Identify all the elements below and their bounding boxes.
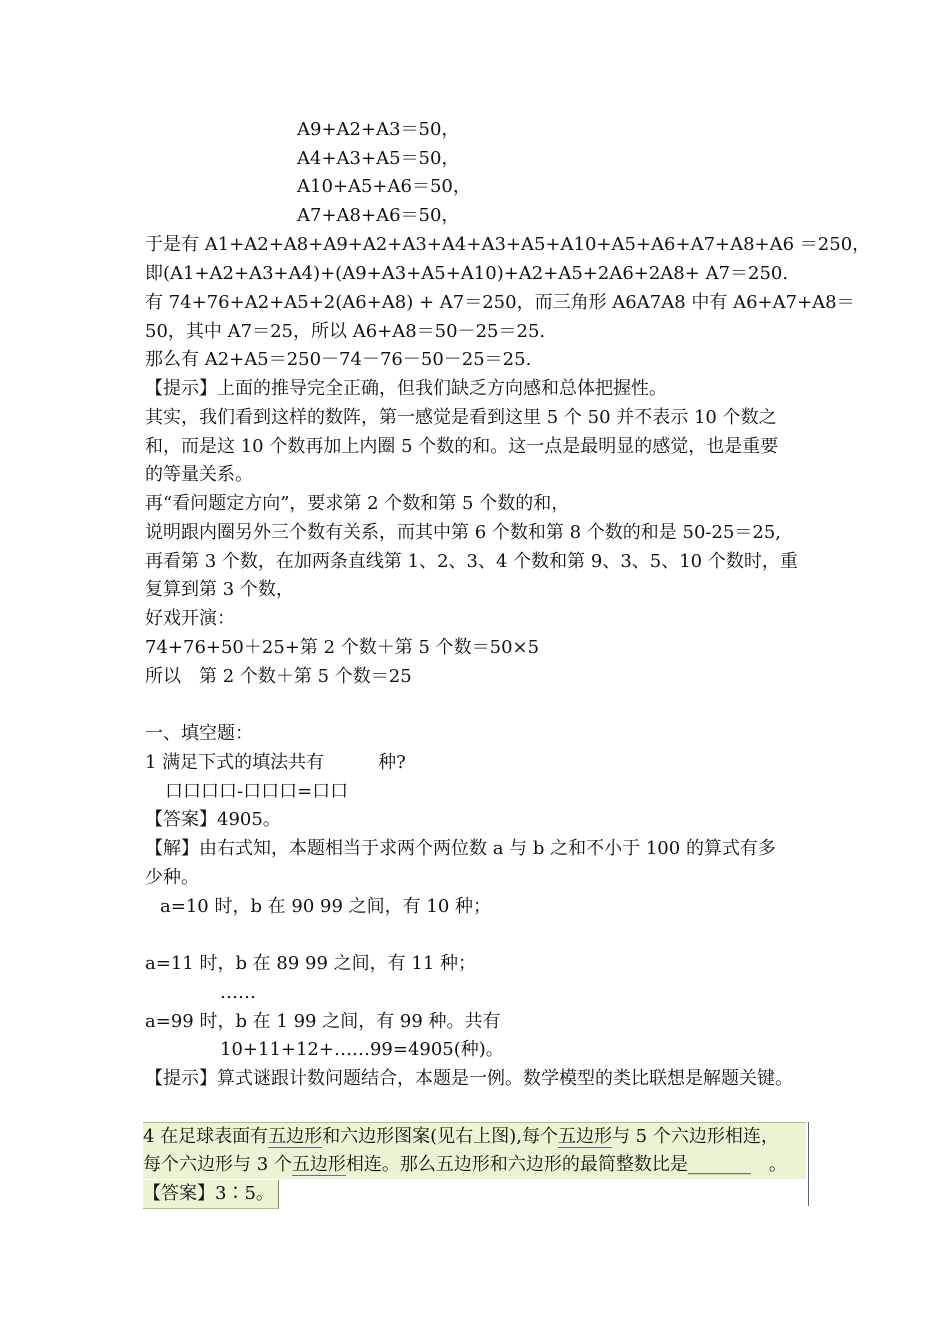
- equation-line: A9+A2+A3＝50，: [297, 119, 460, 140]
- derivation-line: 即(A1+A2+A3+A4)+(A9+A3+A5+A10)+A2+A5+2A6+2A8+ A7＝250.: [145, 263, 789, 284]
- equation-line: A4+A3+A5＝50，: [297, 148, 460, 169]
- question-4-line-1: [143, 1122, 806, 1151]
- question-1-case: a=99 时，b 在 1 99 之间，有 99 种。共有: [145, 1011, 501, 1032]
- pentagon-link[interactable]: 五边形: [268, 1126, 323, 1147]
- explanation-line: 再“看问题定方向”，要求第 2 个数和第 5 个数的和，: [145, 493, 570, 514]
- explanation-line: 的等量关系。: [145, 464, 253, 485]
- explanation-line: 复算到第 3 个数，: [145, 579, 294, 600]
- explanation-line: 所以 第 2 个数＋第 5 个数＝25: [145, 666, 412, 687]
- explanation-line: 其实，我们看到这样的数阵，第一感觉是看到这里 5 个 50 并不表示 10 个数之: [145, 407, 777, 428]
- section-title: 一、填空题：: [145, 723, 253, 744]
- question-4-text: 每个六边形与 3 个: [143, 1154, 292, 1175]
- explanation-line: 和，而是这 10 个数再加上内圈 5 个数的和。这一点是最明显的感觉，也是重要: [145, 436, 779, 457]
- question-1-case: a=10 时，b 在 90 99 之间，有 10 种；: [160, 896, 492, 917]
- question-1-solution: 少种。: [145, 867, 199, 888]
- derivation-line: 于是有 A1+A2+A8+A9+A2+A3+A4+A3+A5+A10+A5+A6+A7+A8+A6 ＝250，: [145, 234, 871, 255]
- question-1: 1 满足下式的填法共有 种?: [145, 752, 406, 773]
- question-1-total: 10+11+12+……99=4905(种)。: [220, 1039, 504, 1060]
- question-1-case: a=11 时，b 在 89 99 之间，有 11 种；: [145, 953, 477, 974]
- question-1-answer: 【答案】4905。: [145, 809, 281, 830]
- derivation-line: 50，其中 A7＝25，所以 A6+A8＝50－25＝25.: [145, 321, 546, 342]
- explanation-line: 再看第 3 个数，在加两条直线第 1、2、3、4 个数和第 9、3、5、10 个数时，重: [145, 551, 798, 572]
- question-4-text: 和六边形图案(见右上图),每个: [322, 1126, 558, 1147]
- derivation-line: 那么有 A2+A5＝250－74－76－50－25＝25.: [145, 349, 532, 370]
- equation-line: A7+A8+A6＝50，: [297, 205, 460, 226]
- hint-paragraph: 【提示】上面的推导完全正确，但我们缺乏方向感和总体把握性。: [145, 378, 667, 399]
- question-1-formula: 口口口口-口口口=口口: [165, 781, 349, 802]
- pentagon-link[interactable]: 五边形: [291, 1154, 346, 1175]
- question-1-hint: 【提示】算式谜跟计数问题结合，本题是一例。数学模型的类比联想是解题关键。: [145, 1068, 793, 1089]
- question-4-text: 与 5 个六边形相连，: [611, 1126, 779, 1147]
- explanation-line: 74+76+50＋25+第 2 个数＋第 5 个数＝50×5: [145, 637, 540, 658]
- question-1-solution: 【解】由右式知，本题相当于求两个两位数 a 与 b 之和不小于 100 的算式有多: [145, 838, 776, 859]
- pentagon-link[interactable]: 五边形: [557, 1126, 612, 1147]
- question-4-line-2: [143, 1151, 806, 1179]
- explanation-line: 说明跟内圈另外三个数有关系，而其中第 6 个数和第 8 个数的和是 50-25＝25,: [145, 522, 782, 543]
- derivation-line: 有 74+76+A2+A5+2(A6+A8) + A7＝250，而三角形 A6A7A8 中有 A6+A7+A8＝: [145, 292, 855, 313]
- question-4-text: 4 在足球表面有: [143, 1126, 269, 1147]
- question-4-text: 相连。那么五边形和六边形的最简整数比是_______ 。: [345, 1154, 787, 1175]
- explanation-line: 好戏开演：: [145, 608, 235, 629]
- question-1-ellipsis: ……: [220, 982, 256, 1003]
- equation-line: A10+A5+A6＝50，: [297, 176, 471, 197]
- question-4-answer: 【答案】3∶5。: [143, 1180, 279, 1209]
